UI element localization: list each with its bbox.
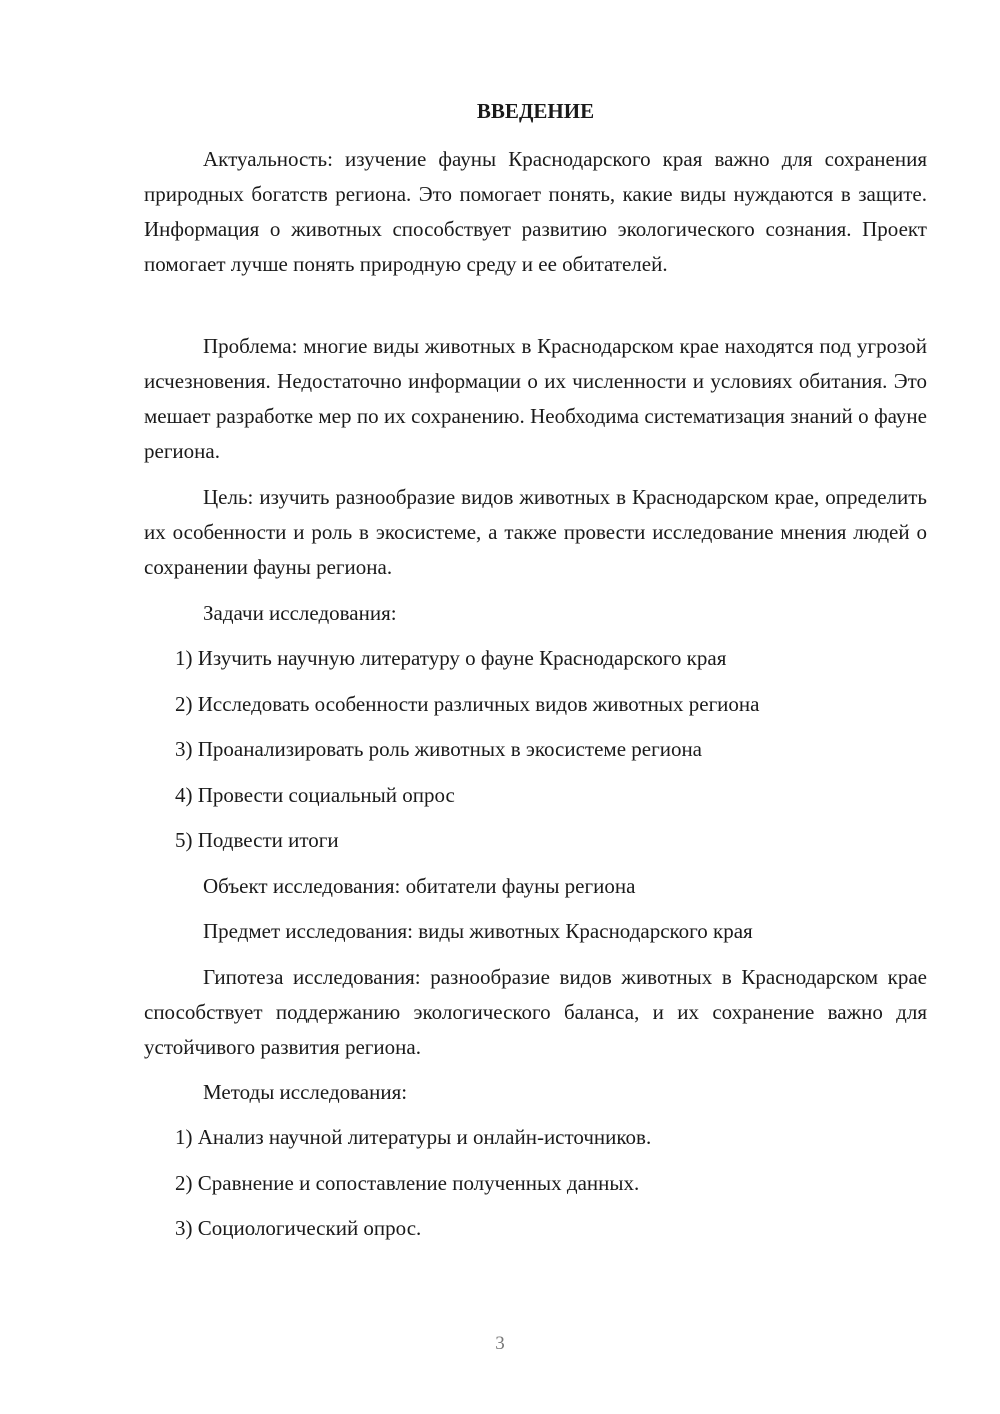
section-heading: ВВЕДЕНИЕ bbox=[476, 99, 595, 123]
method-item: 3) Социологический опрос. bbox=[175, 1216, 422, 1240]
task-item: 2) Исследовать особенности различных видов животных региона bbox=[175, 691, 760, 716]
goal-paragraph: Цель: изучить разнообразие видов животных в Краснодарском крае, определить их особенности и роль в экосистеме, а также провести исследование мнения людей о сохранении фауны региона. bbox=[144, 485, 927, 579]
tasks-heading: Задачи исследования: bbox=[203, 601, 397, 625]
object-paragraph: Объект исследования: обитатели фауны региона bbox=[203, 874, 636, 898]
methods-heading: Методы исследования: bbox=[203, 1080, 408, 1104]
subject-paragraph: Предмет исследования: виды животных Краснодарского края bbox=[203, 919, 753, 943]
task-item: 3) Проанализировать роль животных в экосистеме региона bbox=[175, 737, 702, 761]
page-number: 3 bbox=[495, 1333, 505, 1354]
methods-list bbox=[175, 1122, 651, 1259]
task-item: 1) Изучить научную литературу о фауне Краснодарского края bbox=[175, 646, 727, 670]
task-item: 4) Провести социальный опрос bbox=[175, 782, 455, 807]
method-item: 2) Сравнение и сопоставление полученных данных. bbox=[175, 1170, 640, 1195]
task-item: 5) Подвести итоги bbox=[175, 828, 339, 852]
method-item: 1) Анализ научной литературы и онлайн-источников. bbox=[175, 1125, 652, 1149]
tasks-list bbox=[175, 643, 759, 871]
relevance-paragraph: Актуальность: изучение фауны Краснодарского края важно для сохранения природных богатств региона. Это помогает понять, какие виды нуждаются в защите. Информация о животных способствует развитию экологического сознания. Проект помогает лучше понять природную среду и ее обитателей. bbox=[144, 147, 927, 276]
hypothesis-paragraph: Гипотеза исследования: разнообразие видов животных в Краснодарском крае способствует поддержанию экологического баланса, и их сохранение важно для устойчивого развития региона. bbox=[144, 965, 927, 1059]
problem-paragraph: Проблема: многие виды животных в Краснодарском крае находятся под угрозой исчезновения. Недостаточно информации о их численности и условиях обитания. Это мешает разработке мер по их сохранению. Необходима систематизация знаний о фауне региона. bbox=[144, 334, 927, 463]
